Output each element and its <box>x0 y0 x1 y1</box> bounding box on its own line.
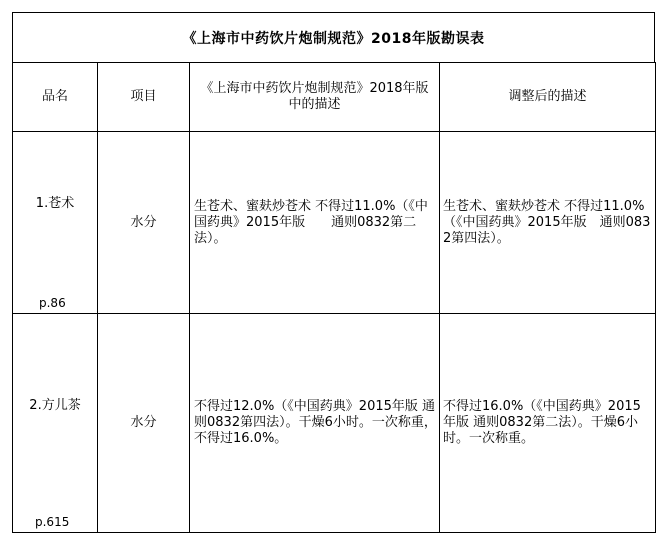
header-item: 项目 <box>98 63 190 132</box>
row-item: 水分 <box>98 132 190 314</box>
header-name: 品名 <box>13 63 98 132</box>
header-row <box>13 63 656 132</box>
row-adjusted: 生苍术、蜜麸炒苍术 不得过11.0%（《中国药典》2015年版 通则0832第四法）。 <box>440 132 656 314</box>
row-name-cell <box>13 132 98 314</box>
row-item: 水分 <box>98 314 190 533</box>
table-title: 《上海市中药饮片炮制规范》2018年版勘误表 <box>12 12 655 63</box>
row-name-cell <box>13 314 98 533</box>
errata-table <box>12 62 656 533</box>
row-original: 不得过12.0%（《中国药典》2015年版 通则0832第四法）。干燥6小时。一次称重，不得过16.0%。 <box>190 314 440 533</box>
row-name: 2.方儿茶 <box>29 398 81 413</box>
header-original: 《上海市中药饮片炮制规范》2018年版中的描述 <box>190 63 440 132</box>
table-row <box>13 132 656 314</box>
row-page: p.615 <box>35 515 70 529</box>
row-adjusted: 不得过16.0%（《中国药典》2015年版 通则0832第二法）。干燥6小时。一次称重。 <box>440 314 656 533</box>
row-original: 生苍术、蜜麸炒苍术 不得过11.0%（《中国药典》2015年版 通则0832第二法）。 <box>190 132 440 314</box>
row-name: 1.苍术 <box>35 196 75 211</box>
row-page: p.86 <box>39 296 66 310</box>
header-adjusted: 调整后的描述 <box>440 63 656 132</box>
table-row <box>13 314 656 533</box>
